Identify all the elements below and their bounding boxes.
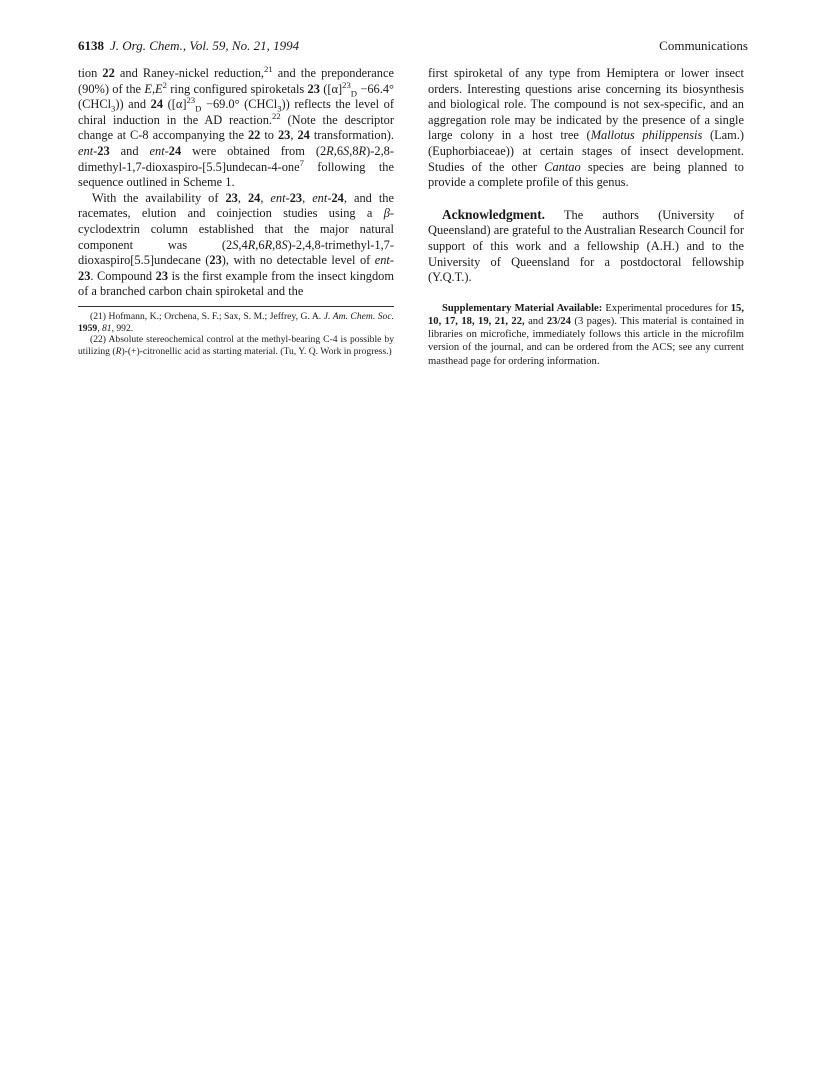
compound-ref: 24 [150, 97, 164, 112]
footnotes [78, 311, 394, 357]
italic-run: S [281, 237, 288, 252]
text-run: ring configured spiroketals [166, 81, 308, 96]
italic-run: ent [78, 143, 94, 158]
text-run: - [389, 253, 394, 268]
footnote-21 [78, 311, 394, 334]
italic-run: β [383, 206, 390, 221]
superscript: 23 [186, 95, 196, 106]
acknowledgment [428, 207, 744, 286]
text-run: -cyclodextrin column established that the major natural component was (2 [78, 206, 394, 252]
text-run: Experimental procedures for [602, 302, 731, 314]
text-run: With the availability of [92, 190, 226, 205]
section-label: Communications [659, 38, 748, 53]
compound-ref: 24 [331, 190, 344, 205]
journal-citation: J. Org. Chem., Vol. 59, No. 21, 1994 [110, 38, 300, 53]
text-run: ,6 [333, 143, 344, 158]
italic-run: ent [312, 190, 328, 205]
text-run: )-2,4,8-trimethyl-1,7-dioxaspiro[5.5]undecane ( [78, 237, 394, 268]
text-run: - [327, 190, 332, 205]
text-run: , [290, 128, 298, 143]
footnote-ref: 21 [264, 63, 273, 74]
compound-ref: 23 [97, 143, 110, 158]
text-run: , [260, 190, 271, 205]
text-run: and [109, 143, 150, 158]
compound-ref: 22 [247, 128, 261, 143]
acknowledgment-text: The authors (University of Queensland) are grateful to the Australian Research Council for support of this work and a fellowship (A.H.) and to the University of Queensland for a postdoctoral fellowship (Y.Q.T.). [428, 207, 744, 285]
text-run: - [93, 143, 98, 158]
text-run: and Raney-nickel reduction, [114, 66, 265, 80]
supplementary-heading: Supplementary Material Available: [442, 302, 603, 314]
text-run: is the first example from the insect kingdom of a branched carbon chain spiroketal and the [78, 268, 394, 299]
text-run: transformation). [309, 128, 394, 143]
text-run: )) reflects the level of chiral induction in the AD reaction. [78, 97, 395, 127]
footnote-22 [78, 334, 394, 357]
right-paragraph-1 [428, 66, 744, 191]
compound-ref: 24 [168, 143, 182, 158]
italic-run: R [247, 237, 256, 252]
text-run: )-(+)-citronellic acid as starting material. (Tu, Y. Q. Work in progress.) [121, 345, 392, 357]
footnote-divider [78, 306, 394, 307]
text-run: following the sequence outlined in Scheme 1. [78, 159, 394, 190]
text-run: . Compound [90, 268, 156, 283]
text-run: tion [78, 66, 103, 80]
text-run: , [302, 190, 313, 205]
subscript: 3 [277, 103, 282, 114]
italic-run: R [326, 143, 334, 158]
text-run: were obtained from (2 [181, 143, 327, 158]
text-run: first spiroketal of any type from Hemiptera or lower insect orders. Interesting questions arise concerning its biosynthesis and biological role. The compound is not sex-specific, and an aggregation role may be indicated by the presence of a single large colony in a host tree ( [428, 66, 744, 143]
text-run: to [260, 128, 278, 143]
left-paragraph-1 [78, 63, 395, 191]
compound-ref: 23 [155, 268, 169, 283]
compound-ref: 23 [277, 128, 291, 143]
italic-run: R [115, 345, 122, 357]
subscript: D [195, 103, 202, 114]
compound-ref: 22 [102, 66, 115, 80]
italic-run: R [358, 143, 367, 158]
left-column [78, 63, 395, 357]
text-run: ), with no detectable level of [221, 253, 375, 268]
italic-run: R [264, 237, 273, 252]
header-left [78, 38, 299, 54]
supplementary-material [428, 302, 744, 368]
text-run: and the preponderance (90%) of the [78, 66, 394, 96]
text-run: ([α] [319, 81, 343, 96]
text-run: (Note the descriptor change at C-8 accompanying the [78, 112, 395, 143]
text-run: , 992. [111, 322, 134, 334]
page-header [78, 38, 748, 56]
compound-list: 15, 10, 17, 18, 19, 21, 22, [428, 302, 744, 327]
text-run: , and the racemates, elution and coinjection studies using a [78, 190, 394, 221]
text-run: ,4 [238, 237, 248, 252]
text-run: (21) Hofmann, K.; Orchena, S. F.; Sax, S. M.; Jeffrey, G. A. [90, 310, 324, 322]
text-run: , [97, 322, 102, 334]
text-run: )-2,8-dimethyl-1,7-dioxaspiro-[5.5]undecan-4-one [78, 143, 394, 174]
text-run: ,8 [349, 143, 359, 158]
text-run: −66.4° (CHCl [78, 81, 394, 112]
compound-ref: 23 [209, 253, 222, 268]
text-run: (3 pages). This material is contained in libraries on microfiche, immediately follows this article in the microfilm version of the journal, and can be ordered from the ACS; see any current masthead page for ordering information. [428, 315, 745, 367]
text-run: )) and [115, 97, 151, 112]
subscript: 3 [111, 103, 116, 114]
text-run: ,6 [255, 237, 265, 252]
text-run: - [164, 143, 169, 158]
text-run: (Lam.) (Euphorbiaceae)) at certain stages of insect development. Studies of the other [428, 128, 745, 174]
italic-run: Mallotus philippensis [590, 128, 703, 143]
italic-run: S [232, 237, 239, 252]
acknowledgment-heading: Acknowledgment. [442, 206, 546, 222]
text-run: species are being planned to provide a complete profile of this genus. [428, 159, 744, 190]
text-run: ,8 [272, 237, 282, 252]
page-number: 6138 [78, 38, 104, 53]
compound-ref: 23 [307, 81, 320, 96]
text-run: ([α] [163, 97, 187, 112]
bold-run: 1959 [78, 322, 98, 334]
italic-run: J. Am. Chem. Soc. [323, 310, 394, 322]
italic-run: S [343, 143, 350, 158]
superscript: 23 [342, 79, 351, 90]
italic-run: ent [270, 190, 286, 205]
compound-list: 23/24 [546, 315, 571, 327]
text-run: −69.0° (CHCl [201, 97, 278, 112]
right-column [428, 66, 744, 368]
compound-ref: 24 [247, 190, 261, 205]
compound-ref: 24 [297, 128, 310, 143]
text-run: (22) Absolute stereochemical control at the methyl-bearing C-4 is possible by utilizing ( [78, 334, 394, 357]
subscript: D [350, 88, 358, 99]
italic-run: ent [149, 143, 165, 158]
text-run: , [237, 190, 248, 205]
italic-run: 81 [101, 322, 112, 334]
text-run: - [285, 190, 290, 205]
compound-ref: 23 [225, 190, 238, 205]
compound-ref: 23 [78, 268, 91, 283]
left-paragraph-2 [78, 191, 394, 300]
footnote-ref: 22 [272, 110, 281, 121]
footnote-ref: 7 [299, 157, 304, 168]
text-run: and [524, 315, 547, 327]
footnote-ref: 2 [162, 79, 167, 90]
compound-ref: 23 [289, 190, 303, 205]
italic-run: E,E [144, 81, 163, 96]
italic-run: Cantao [544, 159, 581, 174]
italic-run: ent [374, 253, 390, 268]
